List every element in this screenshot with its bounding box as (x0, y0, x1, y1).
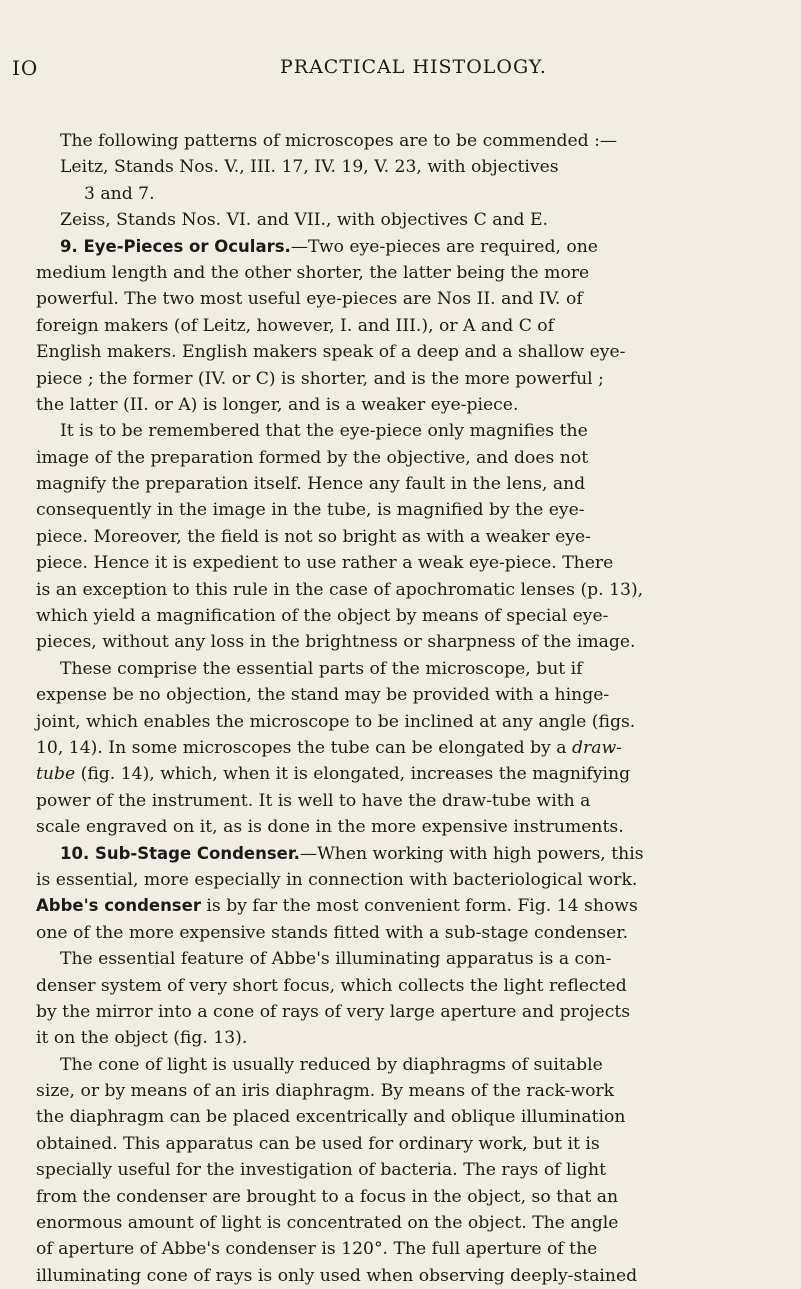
page-number: IO (12, 56, 39, 80)
text-line: pieces, without any loss in the brightness or sharpness of the image. (36, 632, 636, 653)
text-line: consequently in the image in the tube, is magnified by the eye- (36, 500, 585, 521)
text-line: of aperture of Abbe's condenser is 120°. The full aperture of the (36, 1239, 598, 1260)
text-line: piece ; the former (IV. or C) is shorter, and is the more powerful ; (36, 368, 604, 389)
text-line: scale engraved on it, as is done in the more expensive instruments. (36, 817, 624, 838)
text-line: piece. Moreover, the field is not so bright as with a weaker eye- (36, 526, 591, 547)
text-line: English makers. English makers speak of a deep and a shallow eye- (36, 342, 626, 363)
text-line: which yield a magnification of the object by means of special eye- (36, 606, 609, 627)
text-line: denser system of very short focus, which collects the light reflected (36, 975, 627, 996)
italic-term: tube (36, 764, 76, 785)
text-line: foreign makers (of Leitz, however, I. and III.), or A and C of (36, 315, 555, 336)
text-line: from the condenser are brought to a focus in the object, so that an (36, 1186, 619, 1207)
text-line: image of the preparation formed by the objective, and does not (36, 447, 589, 468)
text-span: 10, 14). In some microscopes the tube can be elongated by a (36, 737, 572, 758)
italic-term: draw- (572, 737, 622, 758)
text-line: These comprise the essential parts of the microscope, but if (60, 658, 583, 679)
text-line: joint, which enables the microscope to be inclined at any angle (figs. (36, 711, 636, 732)
text-line: The following patterns of microscopes are to be commended :— (60, 131, 618, 151)
text-line: size, or by means of an iris diaphragm. By means of the rack-work (36, 1081, 615, 1102)
text-line (36, 893, 786, 919)
text-line: is an exception to this rule in the case of apochromatic lenses (p. 13), (36, 579, 644, 600)
text-line: The essential feature of Abbe's illuminating apparatus is a con- (60, 949, 612, 970)
text-line: It is to be remembered that the eye-piece only magnifies the (60, 421, 588, 442)
body-text (36, 128, 786, 1289)
text-line: enormous amount of light is concentrated on the object. The angle (36, 1213, 619, 1234)
text-line: by the mirror into a cone of rays of very large aperture and projects (36, 1001, 631, 1022)
text-line: magnify the preparation itself. Hence any fault in the lens, and (36, 474, 586, 495)
text-line: The cone of light is usually reduced by diaphragms of suitable (60, 1054, 603, 1075)
section-heading-10: 10. Sub-Stage Condenser. (60, 843, 300, 863)
text-line: Leitz, Stands Nos. V., III. 17, IV. 19, V. 23, with objectives (60, 157, 559, 178)
text-line: 3 and 7. (84, 183, 155, 204)
text-line (36, 761, 786, 787)
text-span: —When working with high powers, this (299, 843, 644, 864)
text-line: illuminating cone of rays is only used when observing deeply-stained (36, 1265, 638, 1286)
text-line: is essential, more especially in connection with bacteriological work. (36, 869, 638, 890)
text-line: powerful. The two most useful eye-pieces are Nos II. and IV. of (36, 289, 583, 310)
text-line (36, 234, 786, 260)
text-line (36, 735, 786, 761)
section-heading-9: 9. Eye-Pieces or Oculars. (60, 236, 291, 256)
text-line: the diaphragm can be placed excentrically and oblique illumination (36, 1107, 626, 1128)
text-line: the latter (II. or A) is longer, and is a weaker eye-piece. (36, 394, 519, 415)
text-span: (fig. 14), which, when it is elongated, increases the magnifying (75, 764, 631, 785)
text-line: expense be no objection, the stand may be provided with a hinge- (36, 685, 610, 706)
text-span: is by far the most convenient form. Fig. 14 shows (200, 896, 638, 917)
text-line: one of the more expensive stands fitted with a sub-stage condenser. (36, 922, 629, 943)
text-line (36, 841, 786, 867)
text-line: obtained. This apparatus can be used for ordinary work, but it is (36, 1133, 600, 1154)
text-line: power of the instrument. It is well to have the draw-tube with a (36, 790, 591, 811)
text-line: medium length and the other shorter, the latter being the more (36, 262, 590, 283)
text-span: —Two eye-pieces are required, one (290, 236, 598, 257)
bold-term: Abbe's condenser (36, 896, 201, 916)
text-line: piece. Hence it is expedient to use rather a weak eye-piece. There (36, 553, 614, 574)
text-line: specially useful for the investigation of bacteria. The rays of light (36, 1160, 606, 1181)
text-line: it on the object (fig. 13). (36, 1028, 248, 1049)
text-line: Zeiss, Stands Nos. VI. and VII., with objectives C and E. (60, 210, 548, 231)
running-title: PRACTICAL HISTOLOGY. (280, 56, 547, 78)
